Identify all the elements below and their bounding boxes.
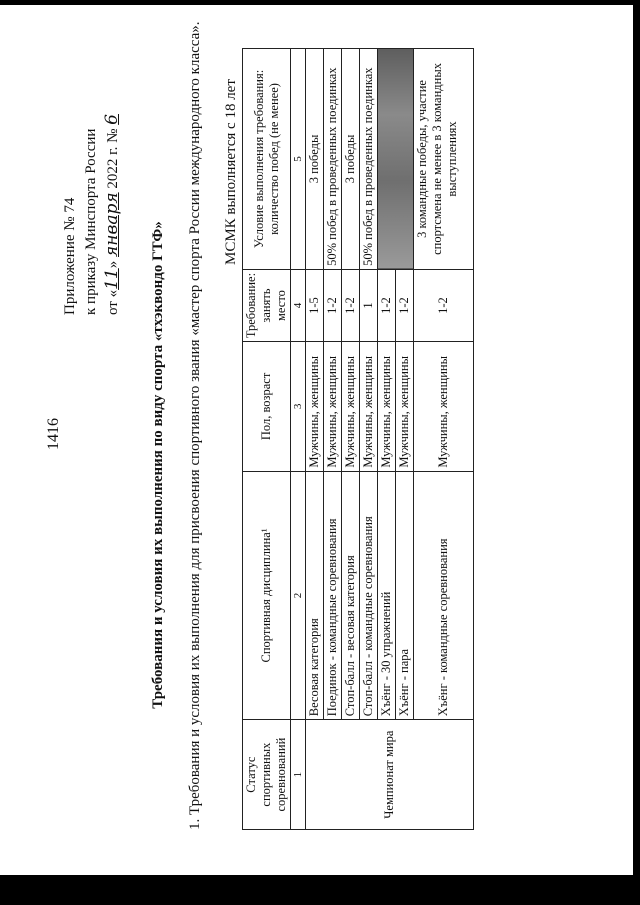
discipline-cell: Хъёнг - пара — [396, 471, 414, 720]
place-cell: 1-2 — [396, 269, 414, 341]
sex-age-cell: Мужчины, женщины — [360, 342, 378, 471]
page-number: 1416 — [45, 418, 62, 450]
sex-age-cell: Мужчины, женщины — [378, 342, 396, 471]
status-cell: Чемпионат мира — [306, 720, 474, 830]
sex-age-cell: Мужчины, женщины — [306, 342, 324, 471]
age-note: МСМК выполняется с 18 лет — [223, 79, 239, 265]
date-day: 11 — [102, 268, 122, 290]
date-month: января — [102, 192, 122, 257]
condition-cell: 50% побед в проведенных поединках — [324, 49, 342, 270]
table-row — [360, 49, 378, 830]
col-number: 2 — [291, 471, 306, 720]
requirements-table — [242, 48, 474, 830]
place-cell: 1-2 — [342, 269, 360, 341]
col-number: 5 — [291, 49, 306, 270]
condition-cell: 3 командные победы, участие спортсмена не менее в 3 командных выступлениях — [414, 49, 474, 270]
intro-paragraph: 1. Требования и условия их выполнения для присвоения спортивного звания «мастер спорта России международного класса». — [187, 21, 203, 830]
header-condition: Условие выполнения требования: количество побед (не менее) — [243, 49, 291, 270]
sex-age-cell: Мужчины, женщины — [324, 342, 342, 471]
appendix-header — [60, 15, 124, 315]
sex-age-cell: Мужчины, женщины — [396, 342, 414, 471]
col-number: 4 — [291, 269, 306, 341]
discipline-cell: Поединок - командные соревнования — [324, 471, 342, 720]
condition-cell: 3 победы — [306, 49, 324, 270]
table-row — [342, 49, 360, 830]
sex-age-cell: Мужчины, женщины — [342, 342, 360, 471]
discipline-cell: Стоп-балл - командные соревнования — [360, 471, 378, 720]
header-status: Статус спортивных соревнований — [243, 720, 291, 830]
discipline-cell: Хъёнг - командные соревнования — [414, 471, 474, 720]
place-cell: 1 — [360, 269, 378, 341]
table-row — [414, 49, 474, 830]
place-cell: 1-2 — [324, 269, 342, 341]
discipline-cell: Весовая категория — [306, 471, 324, 720]
col-number: 3 — [291, 342, 306, 471]
appendix-number: Приложение № 74 — [62, 197, 78, 315]
col-number: 1 — [291, 720, 306, 830]
header-discipline: Спортивная дисциплина¹ — [243, 471, 291, 720]
appendix-date: от «11» января 2022 г. № 6 — [102, 114, 122, 315]
header-sex-age: Пол, возраст — [243, 342, 291, 471]
discipline-cell: Стоп-балл - весовая категория — [342, 471, 360, 720]
shaded-cell — [378, 49, 414, 270]
condition-cell: 3 победы — [342, 49, 360, 270]
date-year: 2022 — [105, 158, 121, 189]
discipline-cell: Хъёнг - 30 упражнений — [378, 471, 396, 720]
header-place: Требование: занять место — [243, 269, 291, 341]
scan-edge-bottom — [0, 875, 640, 905]
place-cell: 1-2 — [378, 269, 396, 341]
table-row — [306, 49, 324, 830]
table-row — [378, 49, 396, 830]
document-title: Требования и условия их выполнения по виду спорта «тхэквондо ГТФ» — [150, 221, 166, 709]
table-row — [324, 49, 342, 830]
condition-cell: 50% побед в проведенных поединках — [360, 49, 378, 270]
order-number: 6 — [102, 114, 122, 125]
sex-age-cell: Мужчины, женщины — [414, 342, 474, 471]
place-cell: 1-2 — [414, 269, 474, 341]
place-cell: 1-5 — [306, 269, 324, 341]
appendix-order: к приказу Минспорта России — [83, 128, 99, 315]
